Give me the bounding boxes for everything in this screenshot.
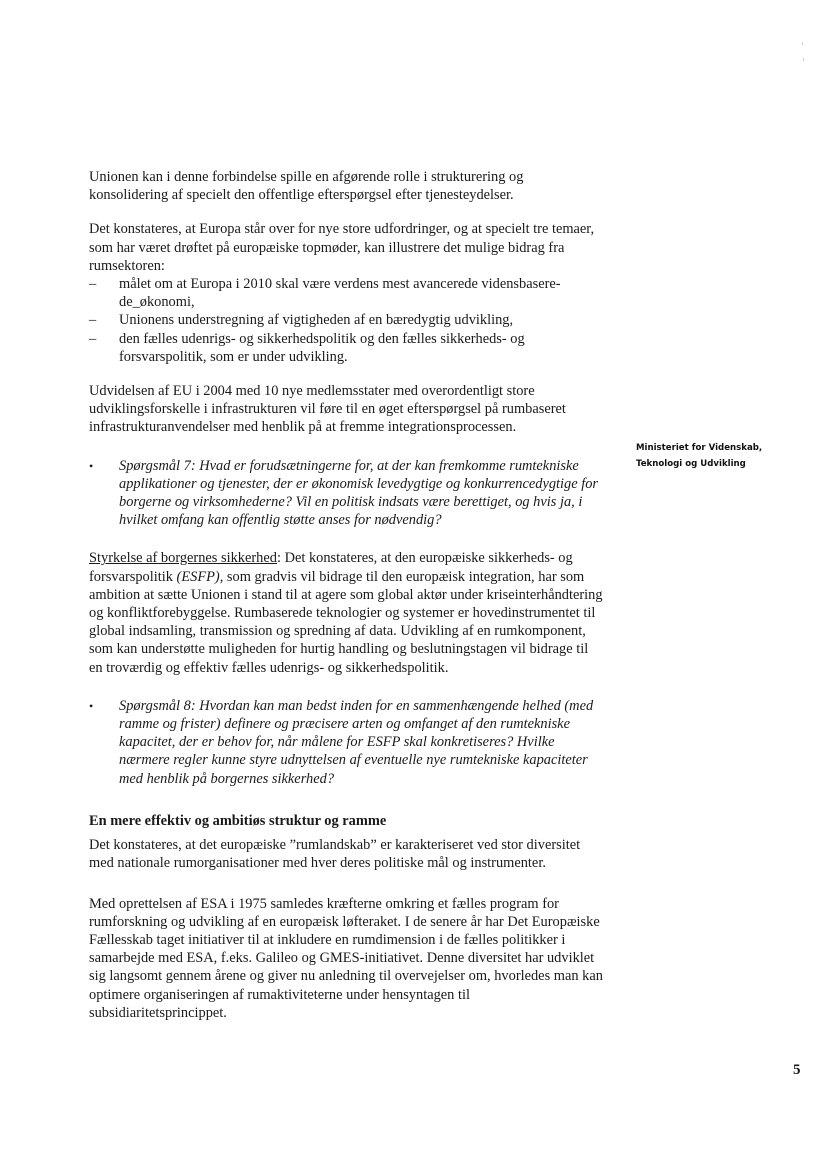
question-7-text: Spørgsmål 7: Hvad er forudsætningerne for, at der kan fremkomme rumtekniske applikationer og tjenester, der er økonomisk levedygtige og konkurrencedygtige for borgerne og virksomhederne? Vil en politisk indsats være berettiget, og hvis ja, i hvilket omfang kan offentlig støtte anses for nødvendig? <box>119 457 599 529</box>
dash-list <box>89 275 605 366</box>
body-text-column <box>89 168 605 1022</box>
paragraph-4 <box>89 549 605 676</box>
scan-speck <box>803 58 804 61</box>
security-heading: Styrkelse af borgernes sikkerhed <box>89 550 277 567</box>
ministry-sidebar <box>636 440 806 472</box>
ministry-name-line-1: Ministeriet for Videnskab, <box>636 443 763 453</box>
list-item: – Unionens understregning af vigtigheden af en bæredygtig udvikling, <box>89 311 605 329</box>
question-8-text: Spørgsmål 8: Hvordan kan man bedst inden for en sammenhængende helhed (med ramme og frister) definere og præcisere arten og omfanget af den rumtekniske kapacitet, der er behov for, når målene for ESFP skal konkretiseres? Hvilke nærmere regler kunne styre udnyttelsen af eventuelle nye rumtekniske kapaciteter med henblik på borgernes sikkerhed? <box>119 697 594 787</box>
scan-speck <box>802 42 803 45</box>
paragraph-4-text-a: : Det konstateres, at den europæiske sikkerheds- og forsvarspolitik <box>89 550 573 585</box>
paragraph-3: Udvidelsen af EU i 2004 med 10 nye medlemsstater med overordentligt store udviklingsforskelle i infrastrukturen vil føre til en øget efterspørgsel på rumbaseret infrastrukturanvendelser med henblik på at fremme integrationsprocessen. <box>89 383 566 436</box>
paragraph-6: Med oprettelsen af ESA i 1975 samledes kræfterne omkring et fælles program for rumforskning og udvikling af en europæisk løfteraket. I de senere år har Det Europæiske Fællesskab taget initiativer til at inkludere en rumdimension i de fælles politikker i samarbejde med ESA, f.eks. Galileo og GMES-initiativet. Denne diversitet har udviklet sig langsomt gennem årene og giver nu anledning til overvejelser om, hvorledes man kan optimere organiseringen af rumaktiviteterne under hensyntagen til subsidiaritetsprincippet. <box>89 895 603 1021</box>
section-heading: En mere effektiv og ambitiøs struktur og ramme <box>89 812 387 829</box>
paragraph-5: Det konstateres, at det europæiske ”rumlandskab” er karakteriseret ved stor diversitet med nationale rumorganisationer med hver deres politiske mål og instrumenter. <box>89 837 581 872</box>
page-number: 5 <box>793 1062 801 1078</box>
esfp-abbrev: (ESFP) <box>176 568 220 585</box>
paragraph-4-text-b: , som gradvis vil bidrage til den europæisk integration, har som ambition at sætte Unionen i stand til at agere som global aktør under kriseinterhåndtering og konfliktforebyggelse. Rumbaserede teknologier og systemer er hovedinstrumentet til global indsamling, transmission og spredning af data. Udvikling af en rumkomponent, som kan understøtte muligheden for hurtig handling og beslutningstagen vil bidrage til en troværdig og effektiv fælles udenrigs- og sikkerhedspolitik. <box>89 568 603 676</box>
bullet-icon: • <box>89 698 94 713</box>
paragraph-1: Unionen kan i denne forbindelse spille en afgørende rolle i strukturering og konsolidering af specielt den offentlige efterspørgsel efter tjenesteydelser. <box>89 169 524 204</box>
question-7 <box>89 457 605 530</box>
bullet-icon: • <box>89 458 94 473</box>
list-item: – målet om at Europa i 2010 skal være verdens mest avancerede vidensbasere-de_økonomi, <box>89 275 605 311</box>
ministry-name-line-2: Teknologi og Udvikling <box>636 459 746 469</box>
paragraph-2: Det konstateres, at Europa står over for nye store udfordringer, og at specielt tre temaer, som har været drøftet på europæiske topmøder, kan illustrere det mulige bidrag fra rumsektoren: <box>89 221 595 274</box>
list-item: – den fælles udenrigs- og sikkerhedspolitik og den fælles sikkerheds- og forsvarspolitik, som er under udvikling. <box>89 330 605 366</box>
question-8 <box>89 697 605 788</box>
